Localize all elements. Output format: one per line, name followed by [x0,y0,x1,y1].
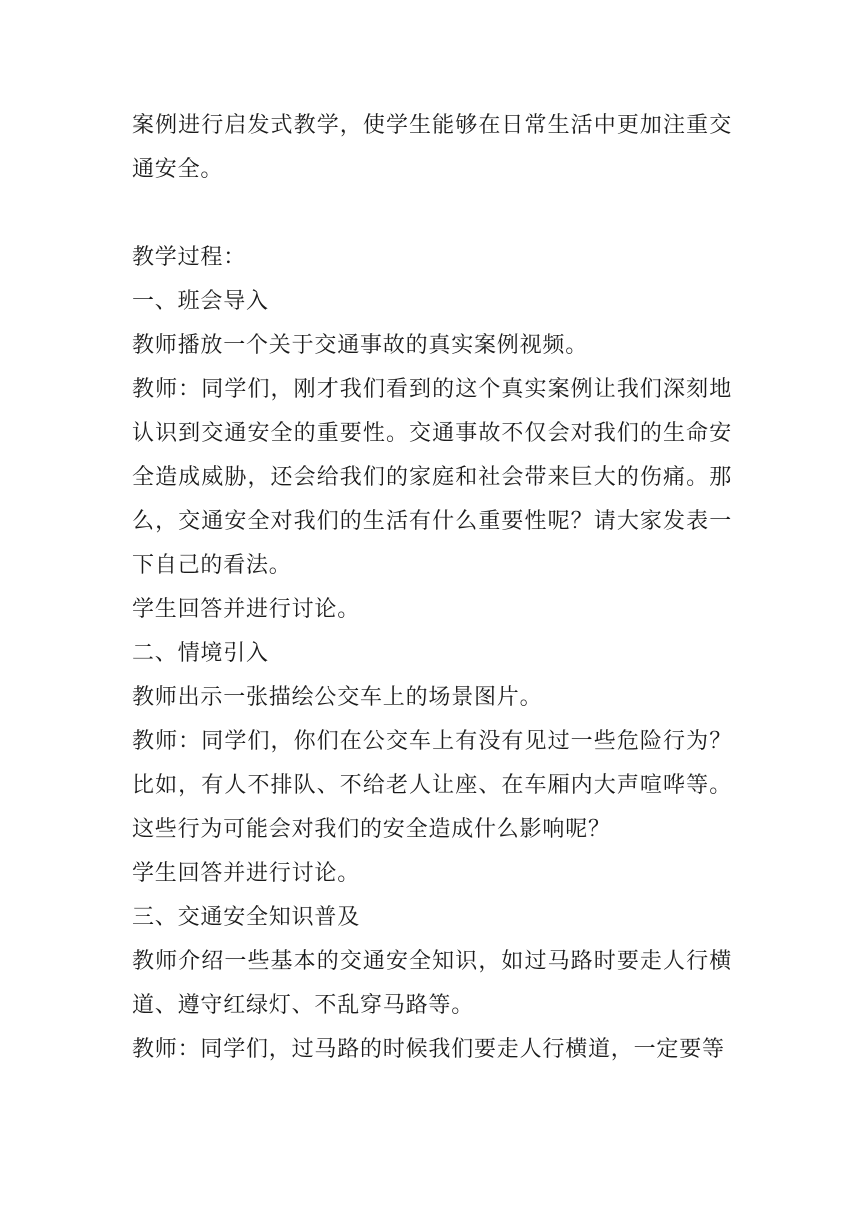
paragraph-gap [132,192,732,236]
body-paragraph: 学生回答并进行讨论。 [132,597,361,622]
teacher-dialogue: 教师：同学们，过马路的时候我们要走人行横道，一定要等 [132,1037,725,1062]
body-paragraph: 学生回答并进行讨论。 [132,861,361,886]
section-heading: 教学过程： [132,245,247,270]
body-paragraph: 教师出示一张描绘公交车上的场景图片。 [132,685,543,710]
intro-paragraph: 案例进行启发式教学，使学生能够在日常生活中更加注重交通安全。 [132,113,732,182]
body-paragraph: 教师介绍一些基本的交通安全知识，如过马路时要走人行横道、遵守红绿灯、不乱穿马路等。 [132,949,732,1018]
body-paragraph: 教师播放一个关于交通事故的真实案例视频。 [132,333,589,358]
teacher-dialogue: 教师：同学们，你们在公交车上有没有见过一些危险行为？比如，有人不排队、不给老人让座、在车厢内大声喧哗等。这些行为可能会对我们的安全造成什么影响呢？ [132,729,732,842]
heading-part-two: 二、情境引入 [132,641,269,666]
teacher-dialogue: 教师：同学们，刚才我们看到的这个真实案例让我们深刻地认识到交通安全的重要性。交通事故不仅会对我们的生命安全造成威胁，还会给我们的家庭和社会带来巨大的伤痛。那么，交通安全对我们的生活有什么重要性呢？请大家发表一下自己的看法。 [132,377,732,578]
heading-part-one: 一、班会导入 [132,289,269,314]
heading-part-three: 三、交通安全知识普及 [132,905,361,930]
document-body [132,104,732,1072]
